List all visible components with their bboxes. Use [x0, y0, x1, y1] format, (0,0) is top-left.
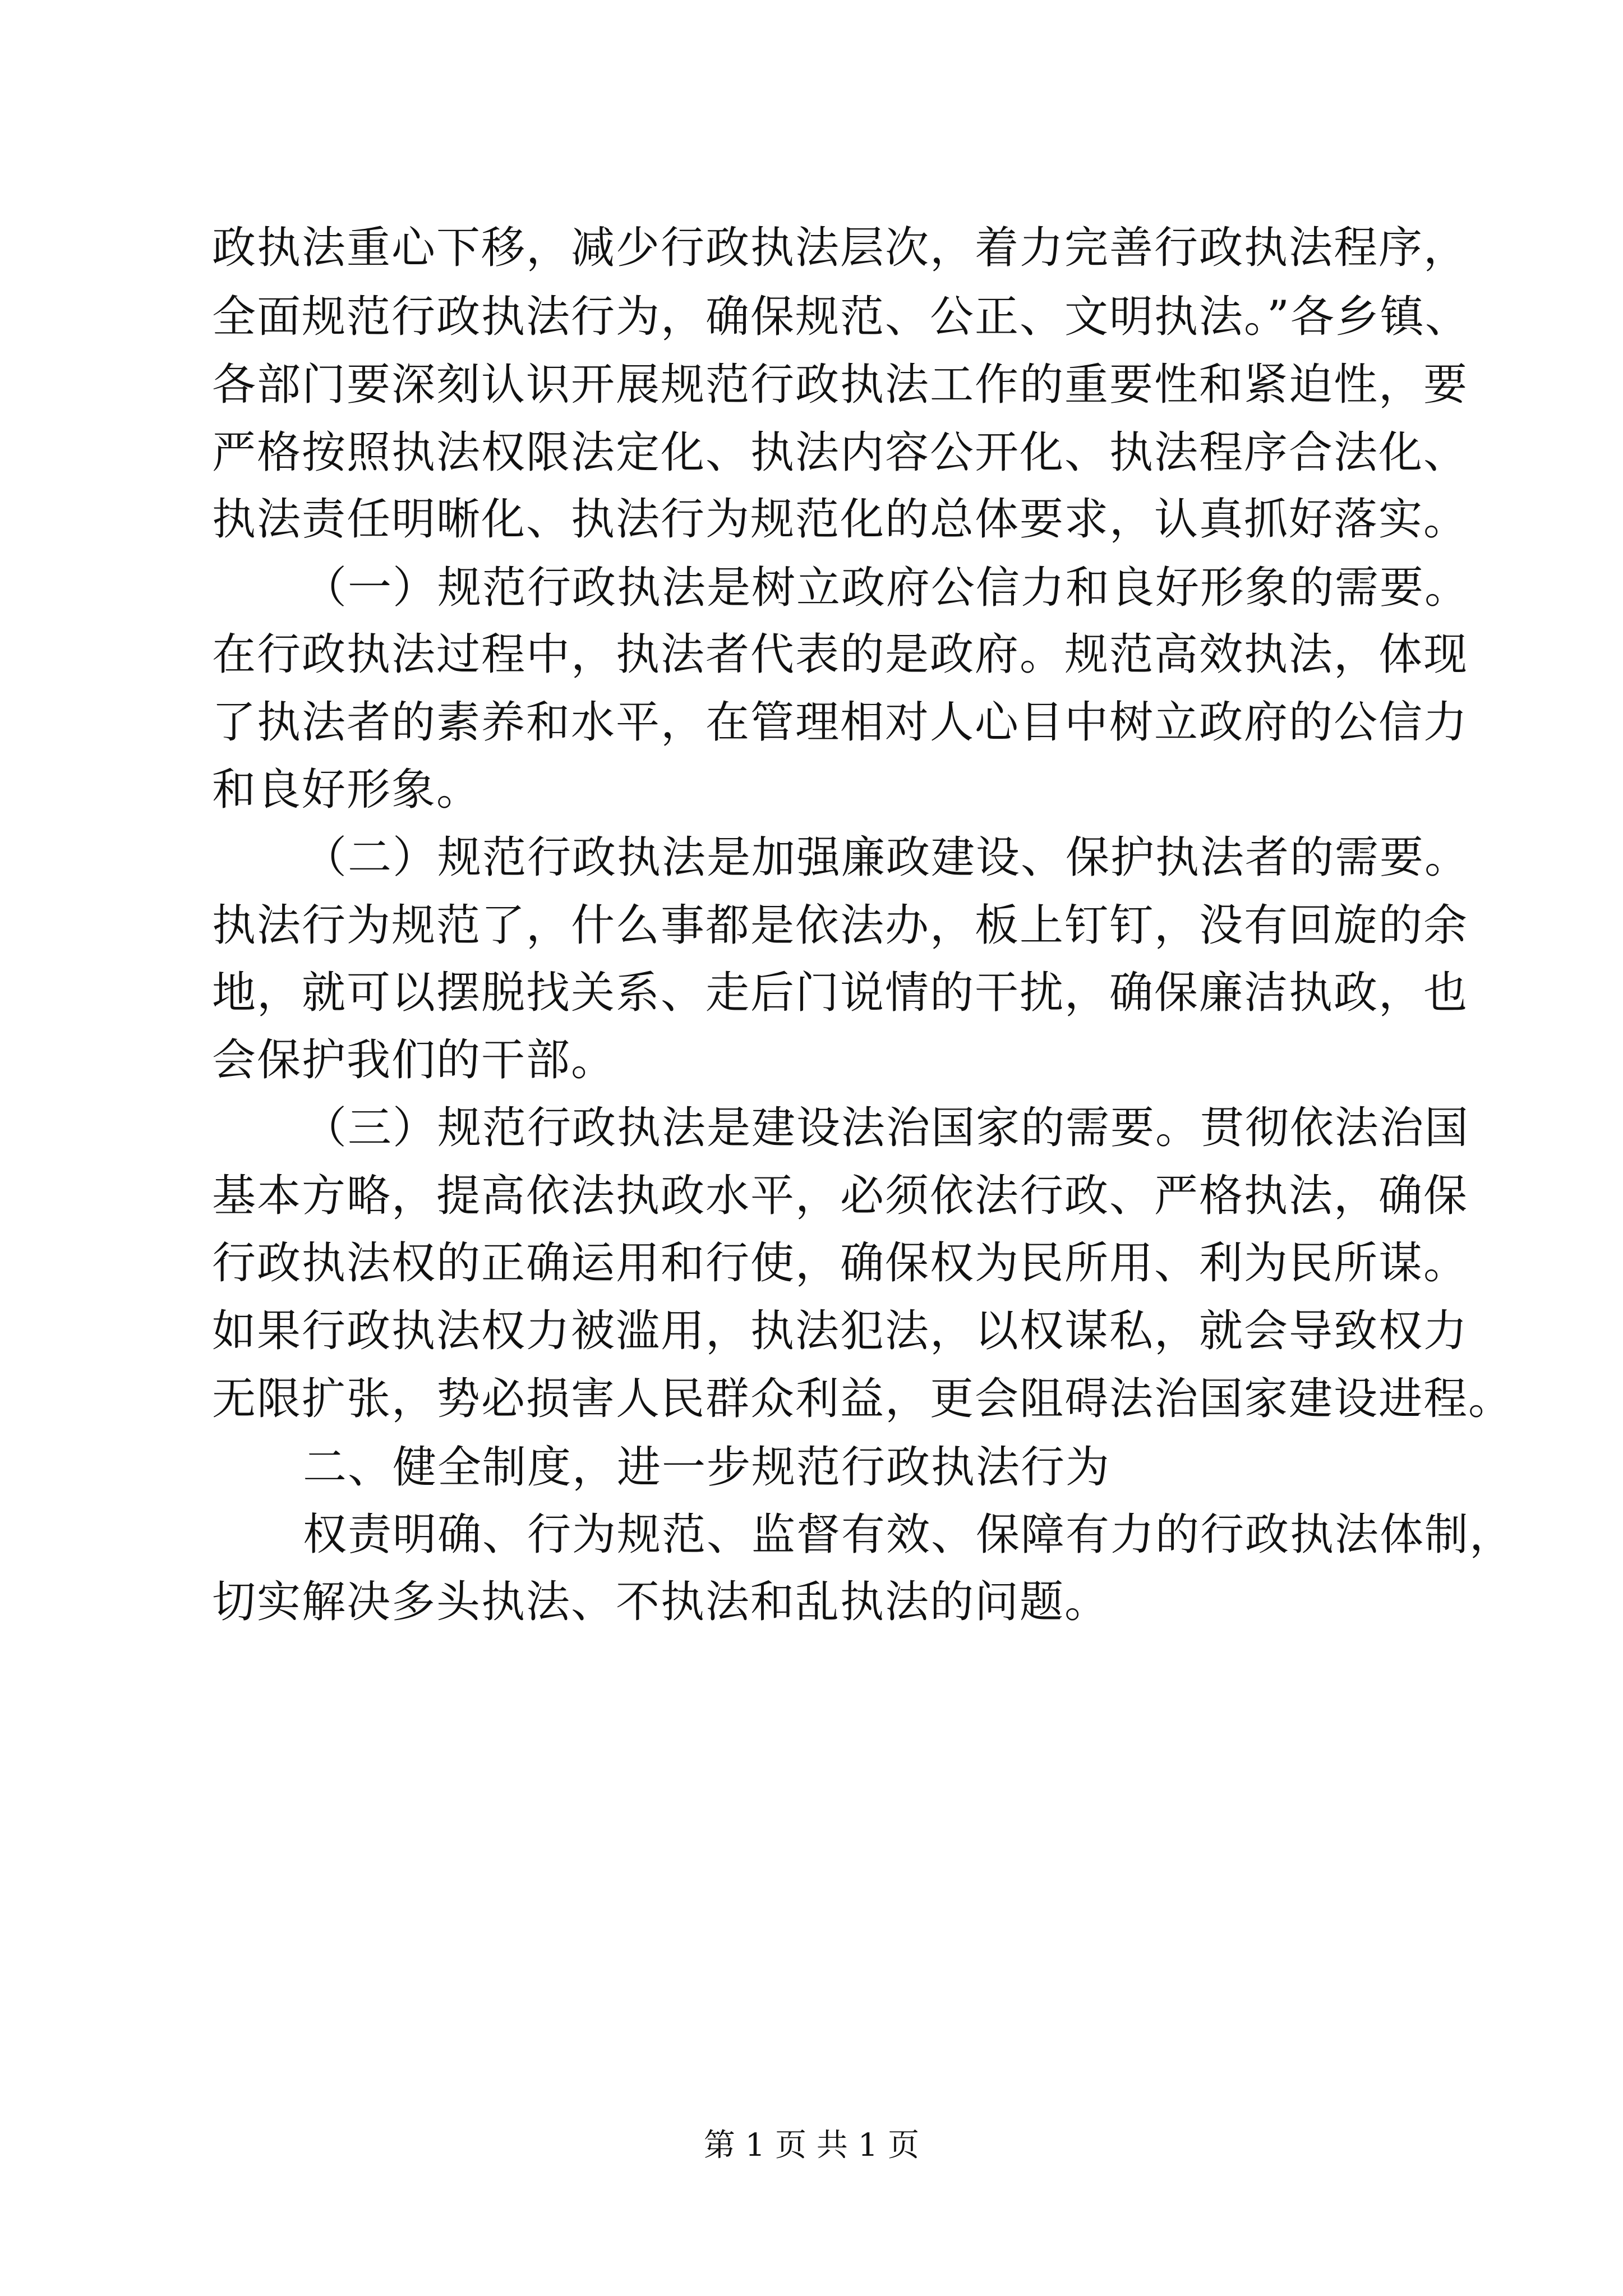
- body-text-line: 了执法者的素养和水平，在管理相对人心目中树立政府的公信力: [212, 697, 1469, 748]
- body-text-line: 地，就可以摆脱找关系、走后门说情的干扰，确保廉洁执政，也: [212, 968, 1469, 1018]
- body-text-line: 执法责任明晰化、执法行为规范化的总体要求，认真抓好落实。: [212, 494, 1469, 545]
- section-heading: 二、健全制度，进一步规范行政执法行为: [303, 1442, 1111, 1493]
- body-text-line: 各部门要深刻认识开展规范行政执法工作的重要性和紧迫性，要: [212, 360, 1469, 410]
- body-text-line: 和良好形象。: [212, 765, 482, 815]
- body-text-line: 行政执法权的正确运用和行使，确保权为民所用、利为民所谋。: [212, 1238, 1469, 1289]
- body-text-line: 在行政执法过程中，执法者代表的是政府。规范高效执法，体现: [212, 629, 1469, 680]
- body-text-line: 无限扩张，势必损害人民群众利益，更会阻碍法治国家建设进程。: [212, 1374, 1514, 1424]
- body-text-line: 权责明确、行为规范、监督有效、保障有力的行政执法体制，: [303, 1510, 1515, 1560]
- body-text-line: 政执法重心下移，减少行政执法层次，着力完善行政执法程序，: [212, 223, 1469, 273]
- body-text-line: 执法行为规范了，什么事都是依法办，板上钉钉，没有回旋的余: [212, 900, 1469, 951]
- body-text-line: 切实解决多头执法、不执法和乱执法的问题。: [212, 1577, 1110, 1627]
- body-text-line: 严格按照执法权限法定化、执法内容公开化、执法程序合法化、: [212, 427, 1469, 478]
- section-heading: （一）规范行政执法是树立政府公信力和良好形象的需要。: [303, 563, 1470, 613]
- body-text-line: 基本方略，提高依法执政水平，必须依法行政、严格执法，确保: [212, 1171, 1469, 1221]
- body-text-line: 全面规范行政执法行为，确保规范、公正、文明执法。”各乡镇、: [212, 292, 1470, 342]
- section-heading: （三）规范行政执法是建设法治国家的需要。贯彻依法治国: [303, 1103, 1470, 1153]
- body-text-line: 会保护我们的干部。: [212, 1035, 616, 1085]
- section-heading: （二）规范行政执法是加强廉政建设、保护执法者的需要。: [303, 832, 1470, 883]
- body-text-line: 如果行政执法权力被滥用，执法犯法，以权谋私，就会导致权力: [212, 1306, 1469, 1356]
- page-footer: 第 1 页 共 1 页: [703, 2127, 920, 2164]
